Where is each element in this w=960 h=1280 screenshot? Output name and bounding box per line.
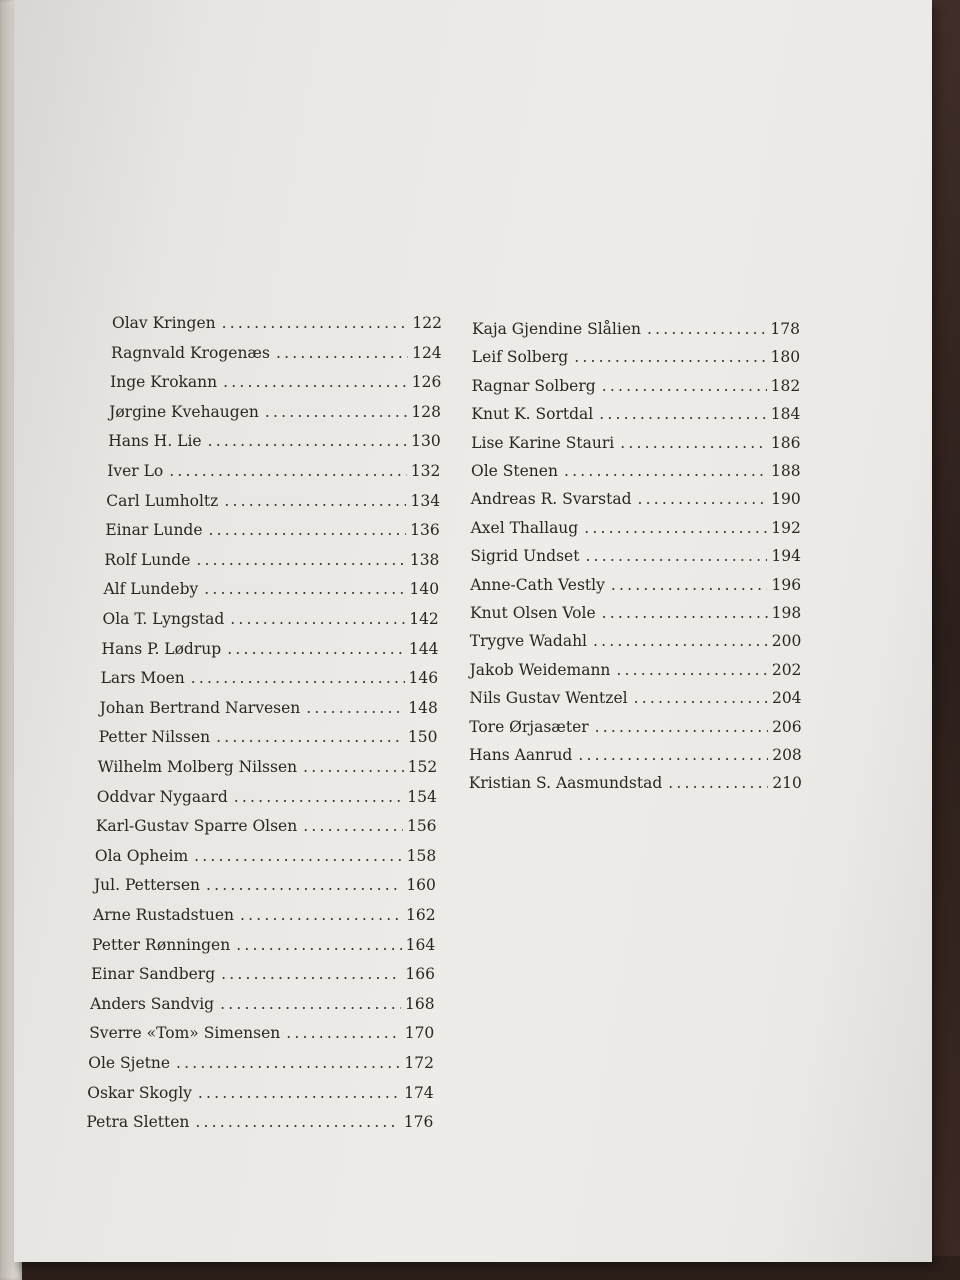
dot-leader bbox=[602, 604, 768, 622]
index-entry bbox=[98, 758, 437, 776]
entry-page-number: 206 bbox=[772, 717, 802, 736]
index-entry bbox=[99, 728, 438, 746]
dot-leader bbox=[204, 580, 405, 598]
entry-page-number: 160 bbox=[406, 876, 436, 895]
index-entry bbox=[106, 492, 440, 510]
entry-name: Axel Thallaug bbox=[470, 518, 579, 537]
dot-leader bbox=[221, 965, 401, 983]
entry-name: Ola Opheim bbox=[94, 846, 189, 865]
dot-leader bbox=[634, 689, 768, 707]
index-entry bbox=[91, 965, 435, 983]
entry-name: Inge Krokann bbox=[110, 373, 218, 392]
index-entry bbox=[470, 632, 802, 650]
dot-leader bbox=[303, 817, 403, 835]
dot-leader bbox=[176, 1054, 400, 1072]
dot-leader bbox=[198, 1084, 400, 1102]
dot-leader bbox=[194, 847, 402, 865]
dot-leader bbox=[236, 936, 401, 954]
index-entry bbox=[471, 405, 800, 423]
dot-leader bbox=[224, 492, 406, 510]
dot-leader bbox=[227, 640, 405, 658]
entry-name: Rolf Lunde bbox=[104, 550, 191, 569]
entry-name: Nils Gustav Wentzel bbox=[469, 689, 628, 708]
index-entry bbox=[471, 490, 801, 508]
entry-page-number: 176 bbox=[403, 1113, 434, 1132]
dot-leader bbox=[599, 405, 767, 423]
index-entry bbox=[469, 718, 801, 736]
dot-leader bbox=[584, 519, 767, 537]
dot-leader bbox=[230, 610, 405, 628]
entry-page-number: 166 bbox=[405, 965, 435, 984]
index-entry bbox=[94, 876, 436, 894]
entry-page-number: 208 bbox=[772, 746, 802, 764]
entry-page-number: 126 bbox=[411, 373, 442, 392]
entry-page-number: 130 bbox=[411, 432, 441, 451]
index-entry bbox=[469, 746, 802, 764]
dot-leader bbox=[585, 547, 767, 565]
dot-leader bbox=[616, 661, 767, 679]
entry-page-number: 154 bbox=[407, 787, 437, 806]
entry-name: Carl Lumholtz bbox=[106, 491, 219, 510]
dot-leader bbox=[196, 551, 405, 569]
index-entry bbox=[95, 847, 436, 865]
entry-name: Kristian S. Aasmundstad bbox=[468, 774, 663, 793]
entry-name: Ragnvald Krogenæs bbox=[111, 343, 270, 362]
entry-page-number: 150 bbox=[407, 728, 438, 747]
index-entry bbox=[112, 314, 442, 332]
dot-leader bbox=[191, 669, 405, 687]
entry-page-number: 182 bbox=[770, 376, 801, 395]
index-entry bbox=[472, 320, 800, 338]
index-entry bbox=[100, 699, 438, 717]
entry-name: Sverre «Tom» Simensen bbox=[89, 1024, 281, 1043]
entry-page-number: 194 bbox=[771, 547, 801, 566]
entry-name: Knut K. Sortdal bbox=[471, 405, 594, 424]
dot-leader bbox=[286, 1024, 400, 1042]
entry-name: Anne-Cath Vestly bbox=[470, 575, 605, 594]
dot-leader bbox=[234, 788, 404, 806]
index-entry bbox=[88, 1054, 434, 1072]
entry-page-number: 204 bbox=[771, 689, 802, 708]
entry-name: Einar Sandberg bbox=[91, 965, 216, 984]
entry-page-number: 170 bbox=[404, 1024, 435, 1043]
index-entry bbox=[103, 610, 439, 628]
index-entry bbox=[469, 774, 802, 792]
index-entry bbox=[104, 551, 439, 569]
entry-page-number: 136 bbox=[410, 521, 440, 540]
entry-page-number: 124 bbox=[412, 343, 442, 362]
index-entry bbox=[470, 661, 802, 679]
entry-name: Oskar Skogly bbox=[87, 1083, 192, 1102]
index-entry bbox=[470, 547, 801, 565]
entry-page-number: 172 bbox=[404, 1054, 434, 1072]
entry-page-number: 188 bbox=[771, 462, 801, 480]
entry-name: Tore Ørjasæter bbox=[469, 717, 589, 736]
entry-name: Alf Lundeby bbox=[103, 580, 199, 599]
entry-name: Ole Sjetne bbox=[88, 1054, 170, 1072]
index-entry bbox=[93, 906, 436, 924]
index-entry bbox=[471, 519, 801, 537]
entry-page-number: 184 bbox=[770, 405, 801, 424]
dot-leader bbox=[668, 774, 768, 792]
dot-leader bbox=[206, 876, 402, 894]
dot-leader bbox=[222, 314, 409, 332]
dot-leader bbox=[595, 718, 768, 736]
entry-page-number: 168 bbox=[405, 994, 435, 1013]
entry-page-number: 192 bbox=[771, 518, 801, 537]
dot-leader bbox=[602, 377, 767, 395]
dot-leader bbox=[208, 432, 408, 450]
entry-page-number: 146 bbox=[408, 669, 439, 688]
entry-page-number: 144 bbox=[408, 639, 439, 658]
index-entry bbox=[90, 995, 434, 1013]
entry-name: Einar Lunde bbox=[105, 521, 203, 540]
entry-name: Wilhelm Molberg Nilssen bbox=[97, 758, 298, 776]
index-entry bbox=[110, 373, 441, 391]
dot-leader bbox=[578, 746, 768, 764]
entry-page-number: 132 bbox=[410, 462, 441, 480]
entry-page-number: 200 bbox=[771, 632, 802, 651]
entry-page-number: 178 bbox=[770, 320, 800, 338]
index-entry bbox=[97, 788, 437, 806]
index-entry bbox=[96, 817, 437, 835]
index-entry bbox=[472, 348, 800, 366]
dot-leader bbox=[611, 576, 768, 594]
entry-page-number: 142 bbox=[409, 610, 439, 628]
entry-name: Jørgine Kvehaugen bbox=[109, 402, 259, 421]
entry-name: Andreas R. Svarstad bbox=[470, 490, 632, 509]
entry-name: Johan Bertrand Narvesen bbox=[99, 698, 301, 717]
dot-leader bbox=[306, 699, 404, 717]
index-entry bbox=[107, 462, 440, 480]
entry-page-number: 158 bbox=[406, 846, 437, 865]
index-entry bbox=[89, 1024, 434, 1042]
index-entry bbox=[111, 344, 442, 362]
entry-name: Petter Rønningen bbox=[92, 935, 231, 954]
dot-leader bbox=[216, 728, 404, 746]
entry-page-number: 190 bbox=[771, 490, 801, 509]
entry-name: Leif Solberg bbox=[471, 348, 569, 367]
index-entry bbox=[472, 377, 801, 395]
entry-name: Hans P. Lødrup bbox=[101, 639, 222, 658]
index-entry bbox=[470, 604, 801, 622]
index-entry bbox=[109, 403, 441, 421]
index-entry bbox=[87, 1084, 433, 1102]
index-entry bbox=[469, 689, 801, 707]
entry-name: Oddvar Nygaard bbox=[96, 787, 228, 806]
index-entry bbox=[471, 462, 801, 480]
entry-page-number: 128 bbox=[411, 402, 442, 421]
dot-leader bbox=[276, 344, 408, 362]
entry-page-number: 140 bbox=[409, 580, 440, 599]
entry-name: Kaja Gjendine Slålien bbox=[472, 320, 641, 338]
entry-name: Ole Stenen bbox=[471, 462, 558, 480]
index-entry bbox=[101, 669, 439, 687]
dot-leader bbox=[564, 462, 767, 480]
entry-name: Hans Aanrud bbox=[469, 746, 573, 764]
index-entry bbox=[470, 576, 801, 594]
index-entry bbox=[103, 580, 439, 598]
entry-page-number: 202 bbox=[771, 660, 802, 679]
entry-page-number: 148 bbox=[408, 698, 438, 717]
entry-name: Petra Sletten bbox=[86, 1113, 190, 1132]
entry-page-number: 156 bbox=[406, 817, 437, 836]
entry-page-number: 152 bbox=[407, 758, 438, 776]
entry-name: Knut Olsen Vole bbox=[470, 604, 596, 622]
index-entry bbox=[108, 432, 441, 450]
entry-name: Olav Kringen bbox=[112, 314, 216, 332]
index-entry bbox=[86, 1113, 433, 1131]
dot-leader bbox=[265, 403, 408, 421]
entry-name: Petter Nilssen bbox=[98, 728, 211, 747]
entry-page-number: 122 bbox=[412, 314, 442, 332]
index-entry bbox=[92, 936, 435, 954]
entry-name: Ragnar Solberg bbox=[471, 376, 596, 395]
entry-name: Karl-Gustav Sparre Olsen bbox=[95, 817, 298, 836]
index-entry bbox=[471, 434, 800, 452]
entry-page-number: 186 bbox=[770, 433, 801, 452]
dot-leader bbox=[574, 348, 766, 366]
dot-leader bbox=[638, 490, 768, 508]
dot-leader bbox=[169, 462, 407, 480]
index-entry bbox=[102, 640, 439, 658]
dot-leader bbox=[303, 758, 403, 776]
entry-page-number: 180 bbox=[770, 348, 801, 367]
dot-leader bbox=[647, 320, 766, 338]
index-entry bbox=[105, 521, 439, 539]
entry-name: Sigrid Undset bbox=[470, 547, 580, 566]
entry-page-number: 164 bbox=[405, 935, 436, 954]
entry-page-number: 138 bbox=[409, 550, 440, 569]
entry-name: Arne Rustadstuen bbox=[93, 906, 235, 924]
entry-name: Lise Karine Stauri bbox=[471, 433, 615, 452]
entry-name: Jakob Weidemann bbox=[469, 660, 611, 679]
dot-leader bbox=[223, 373, 408, 391]
entry-name: Iver Lo bbox=[107, 462, 164, 480]
entry-name: Ola T. Lyngstad bbox=[102, 610, 225, 628]
entry-name: Lars Moen bbox=[100, 669, 185, 688]
entry-page-number: 210 bbox=[772, 774, 802, 793]
entry-page-number: 198 bbox=[771, 604, 802, 622]
entry-name: Anders Sandvig bbox=[90, 994, 215, 1013]
entry-page-number: 134 bbox=[410, 491, 441, 510]
dot-leader bbox=[220, 995, 401, 1013]
dot-leader bbox=[620, 434, 767, 452]
dot-leader bbox=[240, 906, 402, 924]
dot-leader bbox=[209, 521, 407, 539]
book-page bbox=[14, 0, 932, 1262]
entry-page-number: 162 bbox=[406, 906, 436, 924]
dot-leader bbox=[195, 1113, 399, 1131]
entry-page-number: 174 bbox=[404, 1083, 434, 1102]
entry-name: Jul. Pettersen bbox=[93, 876, 201, 895]
dot-leader bbox=[593, 632, 768, 650]
entry-name: Hans H. Lie bbox=[108, 432, 202, 451]
entry-name: Trygve Wadahl bbox=[469, 632, 588, 651]
entry-page-number: 196 bbox=[771, 575, 802, 594]
